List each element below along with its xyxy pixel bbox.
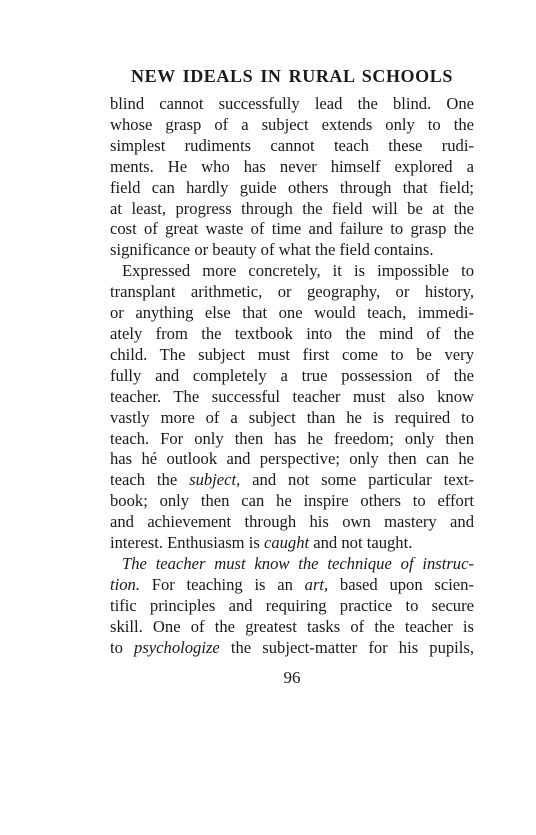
text-line: cost of great waste of time and failure to grasp the bbox=[110, 219, 474, 239]
text-line bbox=[110, 575, 474, 596]
text-segment: and not some particular text- bbox=[240, 470, 474, 490]
italic-word: psychologize bbox=[134, 637, 220, 657]
text-segment: based upon scien- bbox=[328, 574, 474, 594]
text-line: ments. He who has never himself explored a bbox=[110, 156, 474, 176]
running-head: NEW IDEALS IN RURAL SCHOOLS bbox=[131, 66, 453, 86]
text-line bbox=[110, 638, 474, 659]
italic-word: subject, bbox=[189, 470, 241, 490]
text-line: teach. For only then has he freedom; only then bbox=[110, 428, 474, 448]
italic-word: caught bbox=[263, 533, 310, 553]
text-line: transplant arithmetic, or geography, or history, bbox=[110, 282, 474, 302]
text-line: tific principles and requiring practice to secure bbox=[110, 595, 474, 615]
italic-phrase: The teacher must know the technique of instruc- bbox=[122, 553, 474, 573]
text-line: vastly more of a subject than he is required to bbox=[110, 407, 474, 427]
text-line bbox=[110, 470, 474, 491]
text-segment: teach the bbox=[110, 470, 190, 490]
text-line: Expressed more concretely, it is impossible to bbox=[122, 261, 474, 281]
text-line: significance or beauty of what the field contains. bbox=[110, 240, 434, 260]
text-line: fully and completely a true possession of the bbox=[110, 365, 474, 385]
text-line: or anything else that one would teach, immedi- bbox=[110, 303, 474, 323]
paragraph-1 bbox=[110, 94, 474, 261]
text-line: ately from the textbook into the mind of the bbox=[110, 323, 474, 343]
text-line: has hé outlook and perspective; only then can he bbox=[110, 449, 474, 469]
text-line: field can hardly guide others through that field; bbox=[110, 177, 474, 197]
text-line: at least, progress through the field will be at the bbox=[110, 198, 474, 218]
paragraph-2 bbox=[110, 261, 474, 554]
text-line: teacher. The successful teacher must also know bbox=[110, 386, 474, 406]
page-number: 96 bbox=[283, 668, 301, 687]
text-line: and achievement through his own mastery and bbox=[110, 512, 474, 532]
text-line: skill. One of the greatest tasks of the teacher is bbox=[110, 616, 474, 636]
text-line: simplest rudiments cannot teach these rudi- bbox=[110, 135, 474, 155]
text-line bbox=[110, 554, 474, 575]
italic-word: tion. bbox=[110, 574, 140, 594]
body-text bbox=[110, 94, 474, 658]
text-line: blind cannot successfully lead the blind. One bbox=[110, 94, 474, 113]
paragraph-3 bbox=[110, 554, 474, 659]
text-segment: to bbox=[110, 637, 135, 657]
text-line: child. The subject must first come to be very bbox=[110, 344, 474, 364]
text-line: book; only then can he inspire others to effort bbox=[110, 491, 474, 511]
text-segment: interest. Enthusiasm is bbox=[110, 533, 264, 553]
text-segment: and not taught. bbox=[309, 533, 413, 553]
text-line: whose grasp of a subject extends only to the bbox=[110, 114, 474, 134]
text-segment: For teaching is an bbox=[139, 574, 305, 594]
italic-word: art, bbox=[304, 574, 329, 594]
text-line bbox=[110, 533, 474, 554]
text-segment: the subject-matter for his pupils, bbox=[219, 637, 475, 657]
